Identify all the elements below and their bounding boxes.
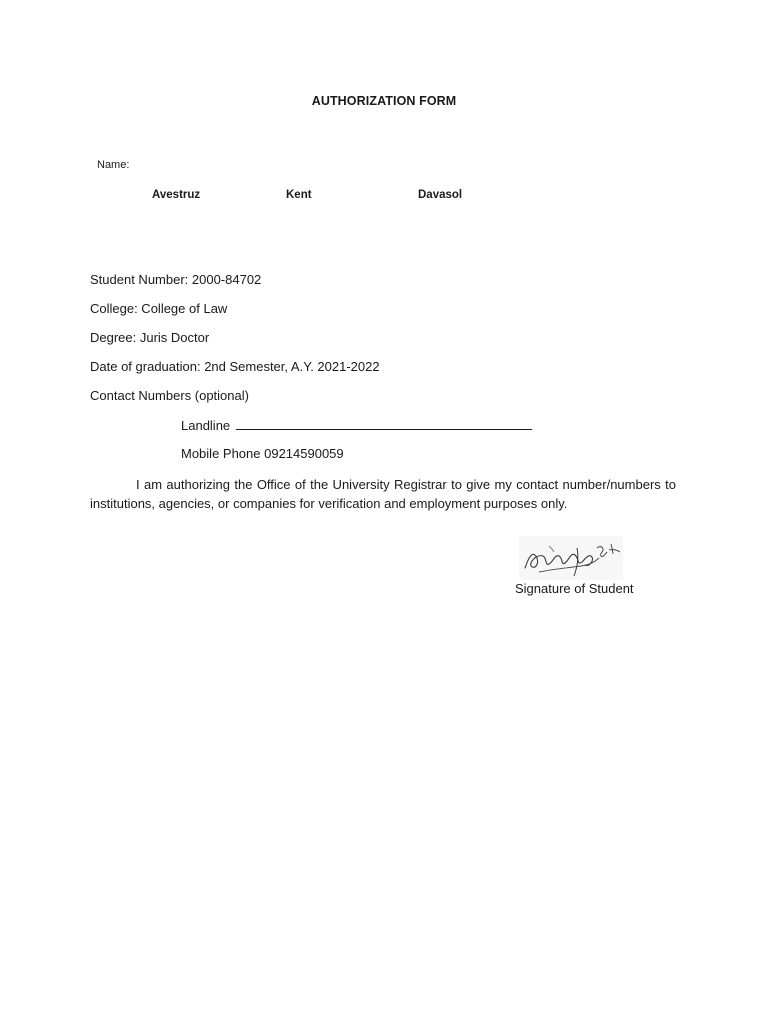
- last-name: Avestruz: [152, 189, 201, 201]
- landline-blank: [236, 417, 532, 430]
- college: College: College of Law: [90, 301, 228, 316]
- first-name: Kent: [286, 189, 312, 201]
- signature-image: [519, 536, 623, 580]
- graduation-date: Date of graduation: 2nd Semester, A.Y. 2021-2022: [90, 359, 380, 374]
- landline-label: Landline: [181, 418, 231, 433]
- name-label: Name:: [97, 159, 130, 171]
- mobile-phone: Mobile Phone 09214590059: [181, 446, 344, 461]
- authorization-paragraph: I am authorizing the Office of the University Registrar to give my contact number/numbers to institutions, agencies, or companies for verification and employment purposes only.: [90, 477, 676, 511]
- form-title: AUTHORIZATION FORM: [311, 94, 457, 108]
- degree: Degree: Juris Doctor: [90, 330, 210, 345]
- student-number: Student Number: 2000-84702: [90, 272, 262, 287]
- middle-name: Davasol: [418, 189, 463, 201]
- landline-row: [181, 417, 532, 433]
- contact-numbers-heading: Contact Numbers (optional): [90, 388, 249, 403]
- signature-label: Signature of Student: [515, 581, 634, 596]
